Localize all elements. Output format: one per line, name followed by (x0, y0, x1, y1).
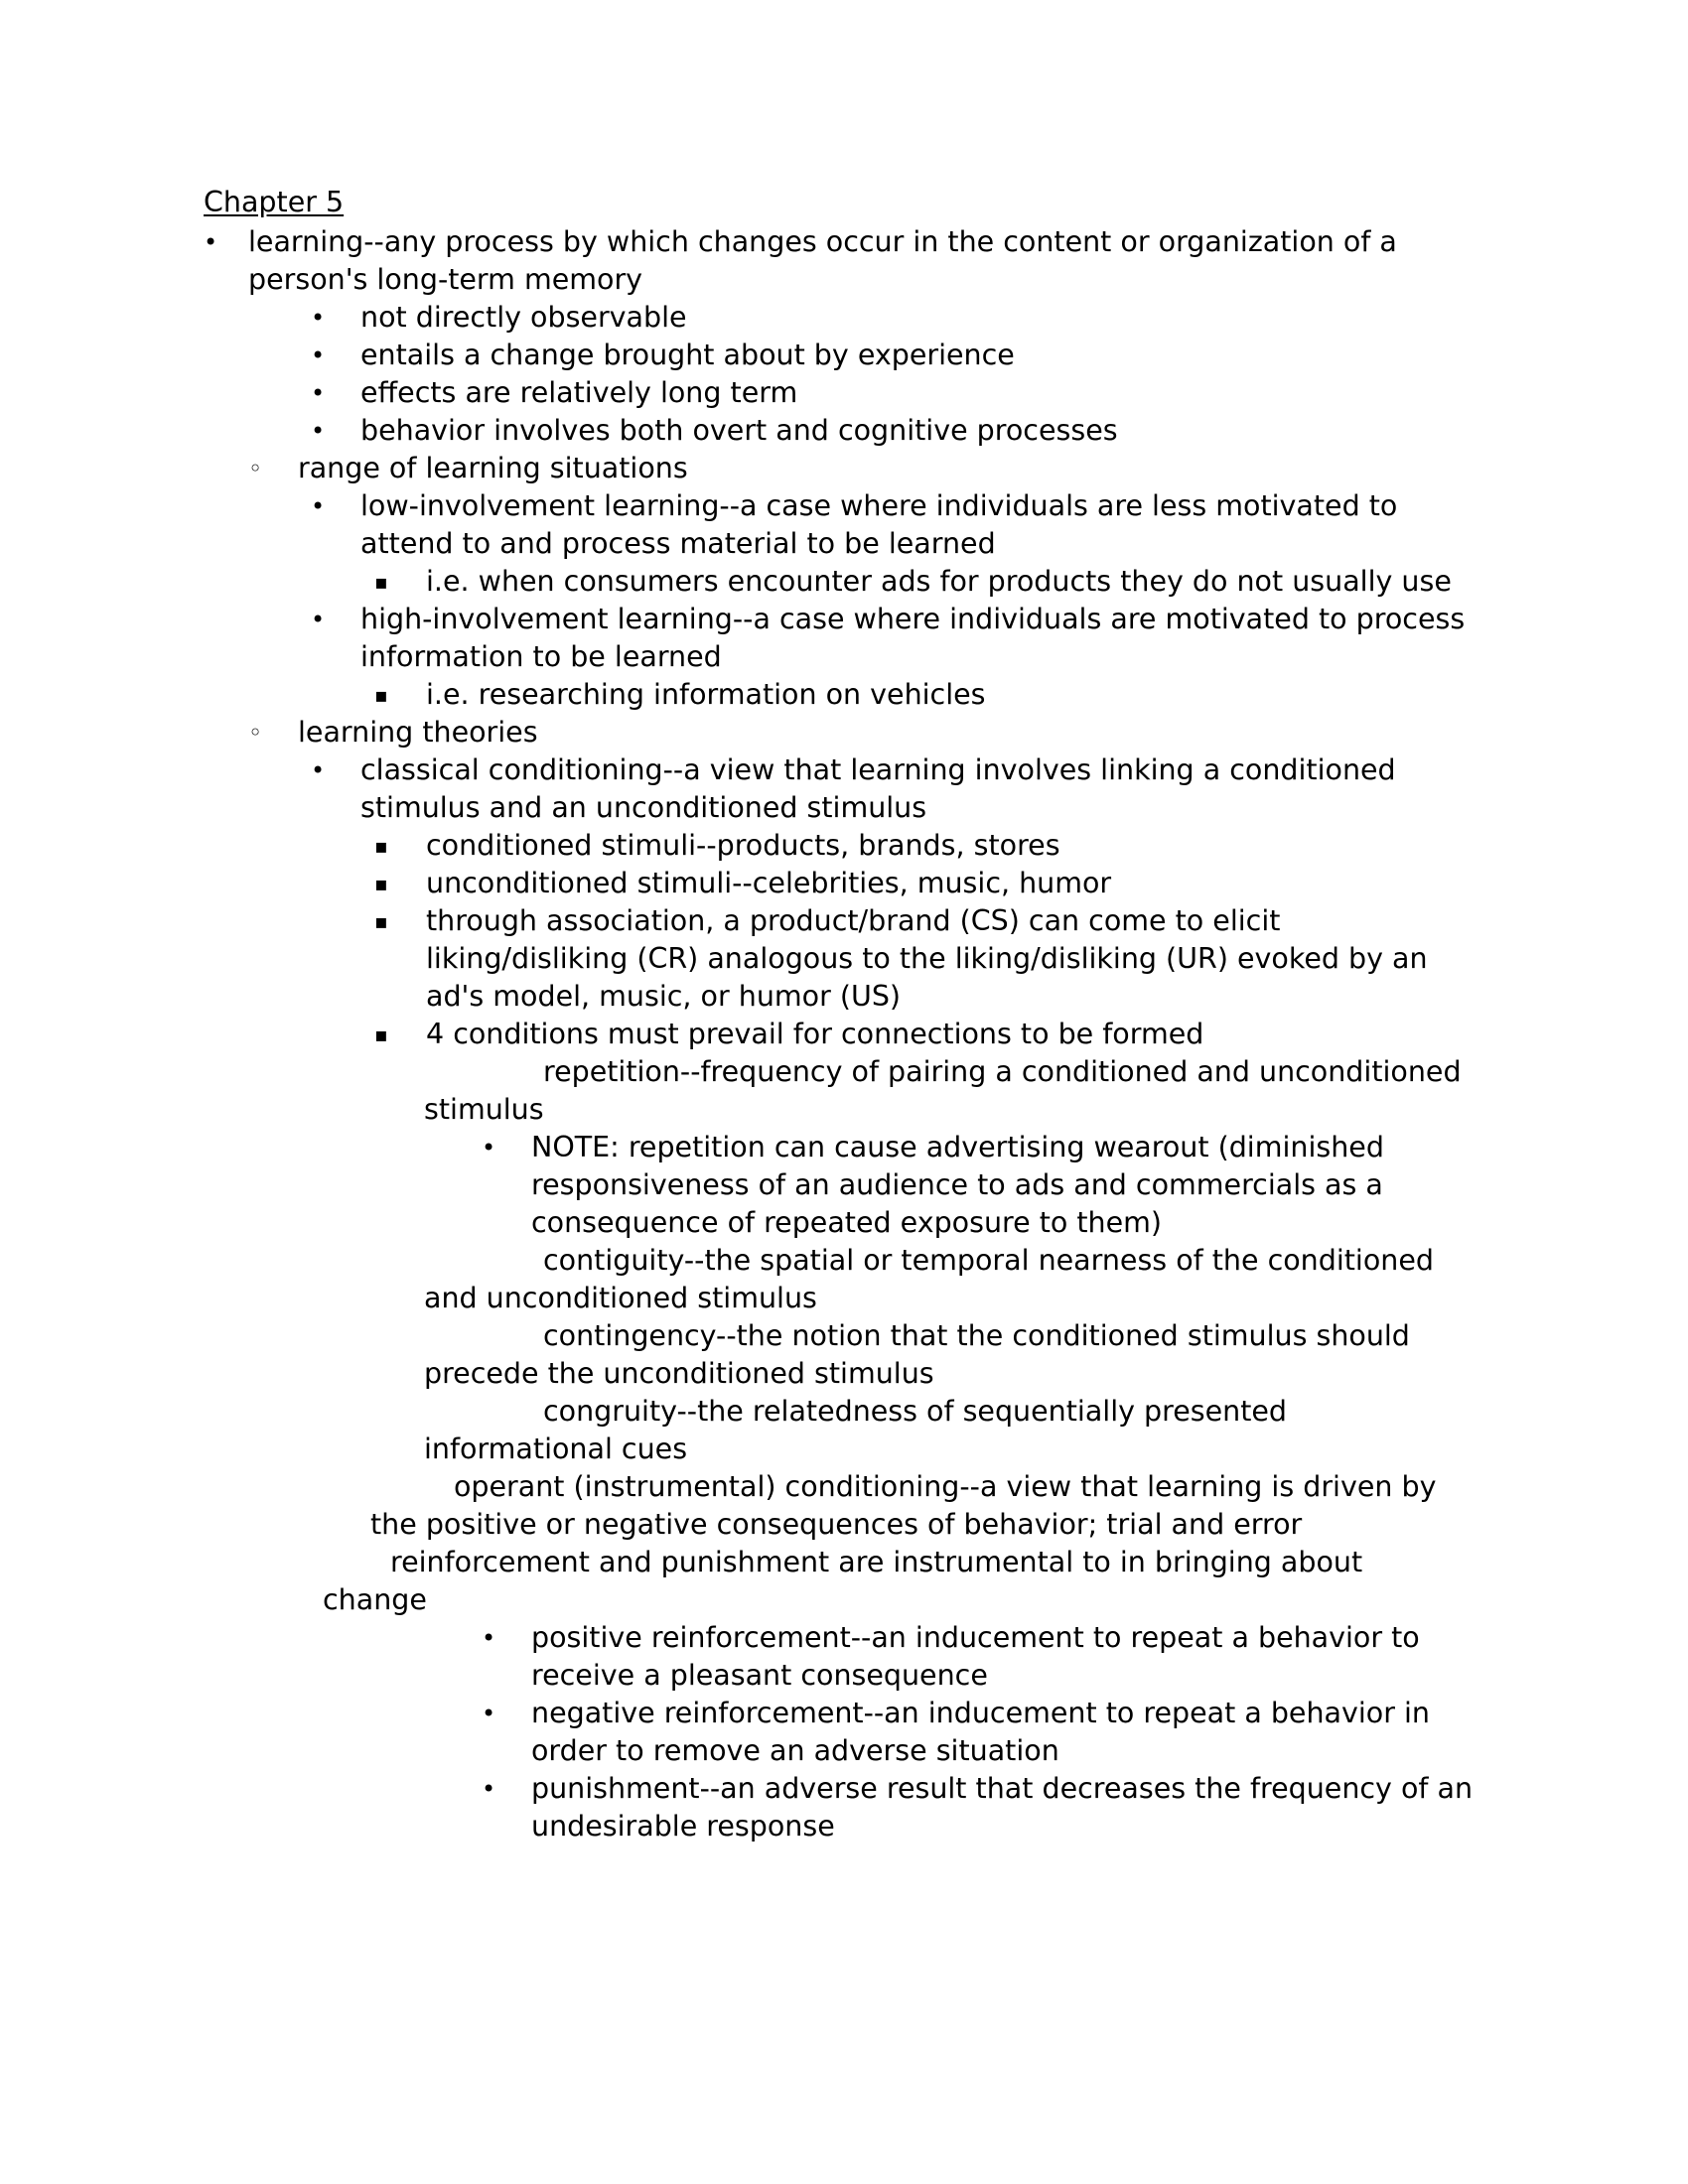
outline-item-text: negative reinforcement--an inducement to repeat a behavior in order to remove an adverse situation (531, 1697, 1440, 1767)
outline-item-text: 4 conditions must prevail for connections to be formed (426, 1018, 1204, 1050)
outline-item-text: positive reinforcement--an inducement to repeat a behavior to receive a pleasant consequence (531, 1621, 1429, 1692)
square-bullet-icon: ▪ (374, 909, 388, 933)
outline-item (204, 412, 1475, 450)
document-body (204, 184, 1482, 1845)
outline-item (204, 1016, 1475, 1053)
outline-item (204, 1619, 1475, 1695)
square-bullet-icon: ▪ (374, 570, 388, 594)
disc-bullet-icon: • (482, 1134, 496, 1161)
outline-item-text: classical conditioning--a view that learning involves linking a conditioned stimulus and an unconditioned stimulus (360, 753, 1405, 824)
outline-item (204, 865, 1475, 902)
disc-bullet-icon: • (482, 1775, 496, 1803)
square-bullet-icon: ▪ (374, 872, 388, 895)
outline-item (204, 827, 1475, 865)
outline-paragraph: repetition--frequency of pairing a conditioned and unconditioned stimulus (424, 1055, 1471, 1126)
outline-item-text: punishment--an adverse result that decreases the frequency of an undesirable response (531, 1772, 1482, 1843)
outline-item (204, 299, 1475, 337)
disc-bullet-icon: • (311, 304, 326, 332)
disc-bullet-icon: • (311, 492, 326, 520)
outline-item-text: behavior involves both overt and cognitive processes (360, 414, 1118, 447)
outline-item (204, 601, 1475, 676)
disc-bullet-icon: • (311, 756, 326, 784)
circle-bullet-icon: ◦ (248, 719, 263, 747)
circle-bullet-icon: ◦ (248, 455, 263, 482)
outline-item-text: NOTE: repetition can cause advertising wearout (diminished responsiveness of an audience to ads and commercials as a consequence of repeated exposure to them) (531, 1131, 1393, 1239)
disc-bullet-icon: • (311, 379, 326, 407)
outline-item-text: i.e. when consumers encounter ads for products they do not usually use (426, 565, 1452, 598)
outline-item (204, 223, 1475, 299)
outline-item (204, 676, 1475, 714)
outline-item (204, 1770, 1482, 1845)
outline-paragraph: contiguity--the spatial or temporal nearness of the conditioned and unconditioned stimulus (424, 1244, 1444, 1314)
disc-bullet-icon: • (311, 606, 326, 633)
outline-item (204, 337, 1475, 374)
outline-item-text: unconditioned stimuli--celebrities, music, humor (426, 867, 1112, 899)
outline-item (204, 1695, 1475, 1770)
outline-item (204, 487, 1475, 563)
outline-item-text: low-involvement learning--a case where individuals are less motivated to attend to and process material to be learned (360, 489, 1407, 560)
outline-item (204, 1129, 1475, 1242)
outline-item (204, 450, 1475, 487)
outline-item-text: entails a change brought about by experience (360, 339, 1015, 371)
outline-paragraph: operant (instrumental) conditioning--a view that learning is driven by the positive or negative consequences of behavior; trial and error (370, 1470, 1446, 1541)
outline-item-text: through association, a product/brand (CS) can come to elicit liking/disliking (CR) analogous to the liking/disliking (UR) evoked by an ad's model, music, or humor (US) (426, 904, 1437, 1013)
disc-bullet-icon: • (482, 1700, 496, 1727)
outline-item (204, 374, 1475, 412)
outline-item (204, 751, 1475, 827)
outline-item (204, 563, 1475, 601)
outline-item-text: not directly observable (360, 301, 687, 334)
square-bullet-icon: ▪ (374, 1023, 388, 1046)
outline-paragraph: reinforcement and punishment are instrumental to in bringing about change (323, 1546, 1372, 1616)
outline-item (204, 714, 1475, 751)
outline-item-text: conditioned stimuli--products, brands, stores (426, 829, 1060, 862)
outline-paragraph: congruity--the relatedness of sequentially presented informational cues (424, 1395, 1297, 1465)
outline-item-text: learning theories (298, 716, 538, 749)
outline-item-text: effects are relatively long term (360, 376, 798, 409)
disc-bullet-icon: • (311, 417, 326, 445)
outline-item-text: learning--any process by which changes occur in the content or organization of a person's long-term memory (248, 225, 1406, 296)
page-title: Chapter 5 (204, 186, 345, 218)
square-bullet-icon: ▪ (374, 834, 388, 858)
outline-item-text: i.e. researching information on vehicles (426, 678, 986, 711)
disc-bullet-icon: • (204, 228, 218, 256)
disc-bullet-icon: • (311, 341, 326, 369)
square-bullet-icon: ▪ (374, 683, 388, 707)
outline-item (204, 902, 1475, 1016)
disc-bullet-icon: • (482, 1624, 496, 1652)
outline-list (204, 223, 1482, 1845)
outline-paragraph: contingency--the notion that the conditioned stimulus should precede the unconditioned stimulus (424, 1319, 1419, 1390)
outline-item-text: range of learning situations (298, 452, 688, 484)
outline-item-text: high-involvement learning--a case where individuals are motivated to process information to be learned (360, 603, 1475, 673)
